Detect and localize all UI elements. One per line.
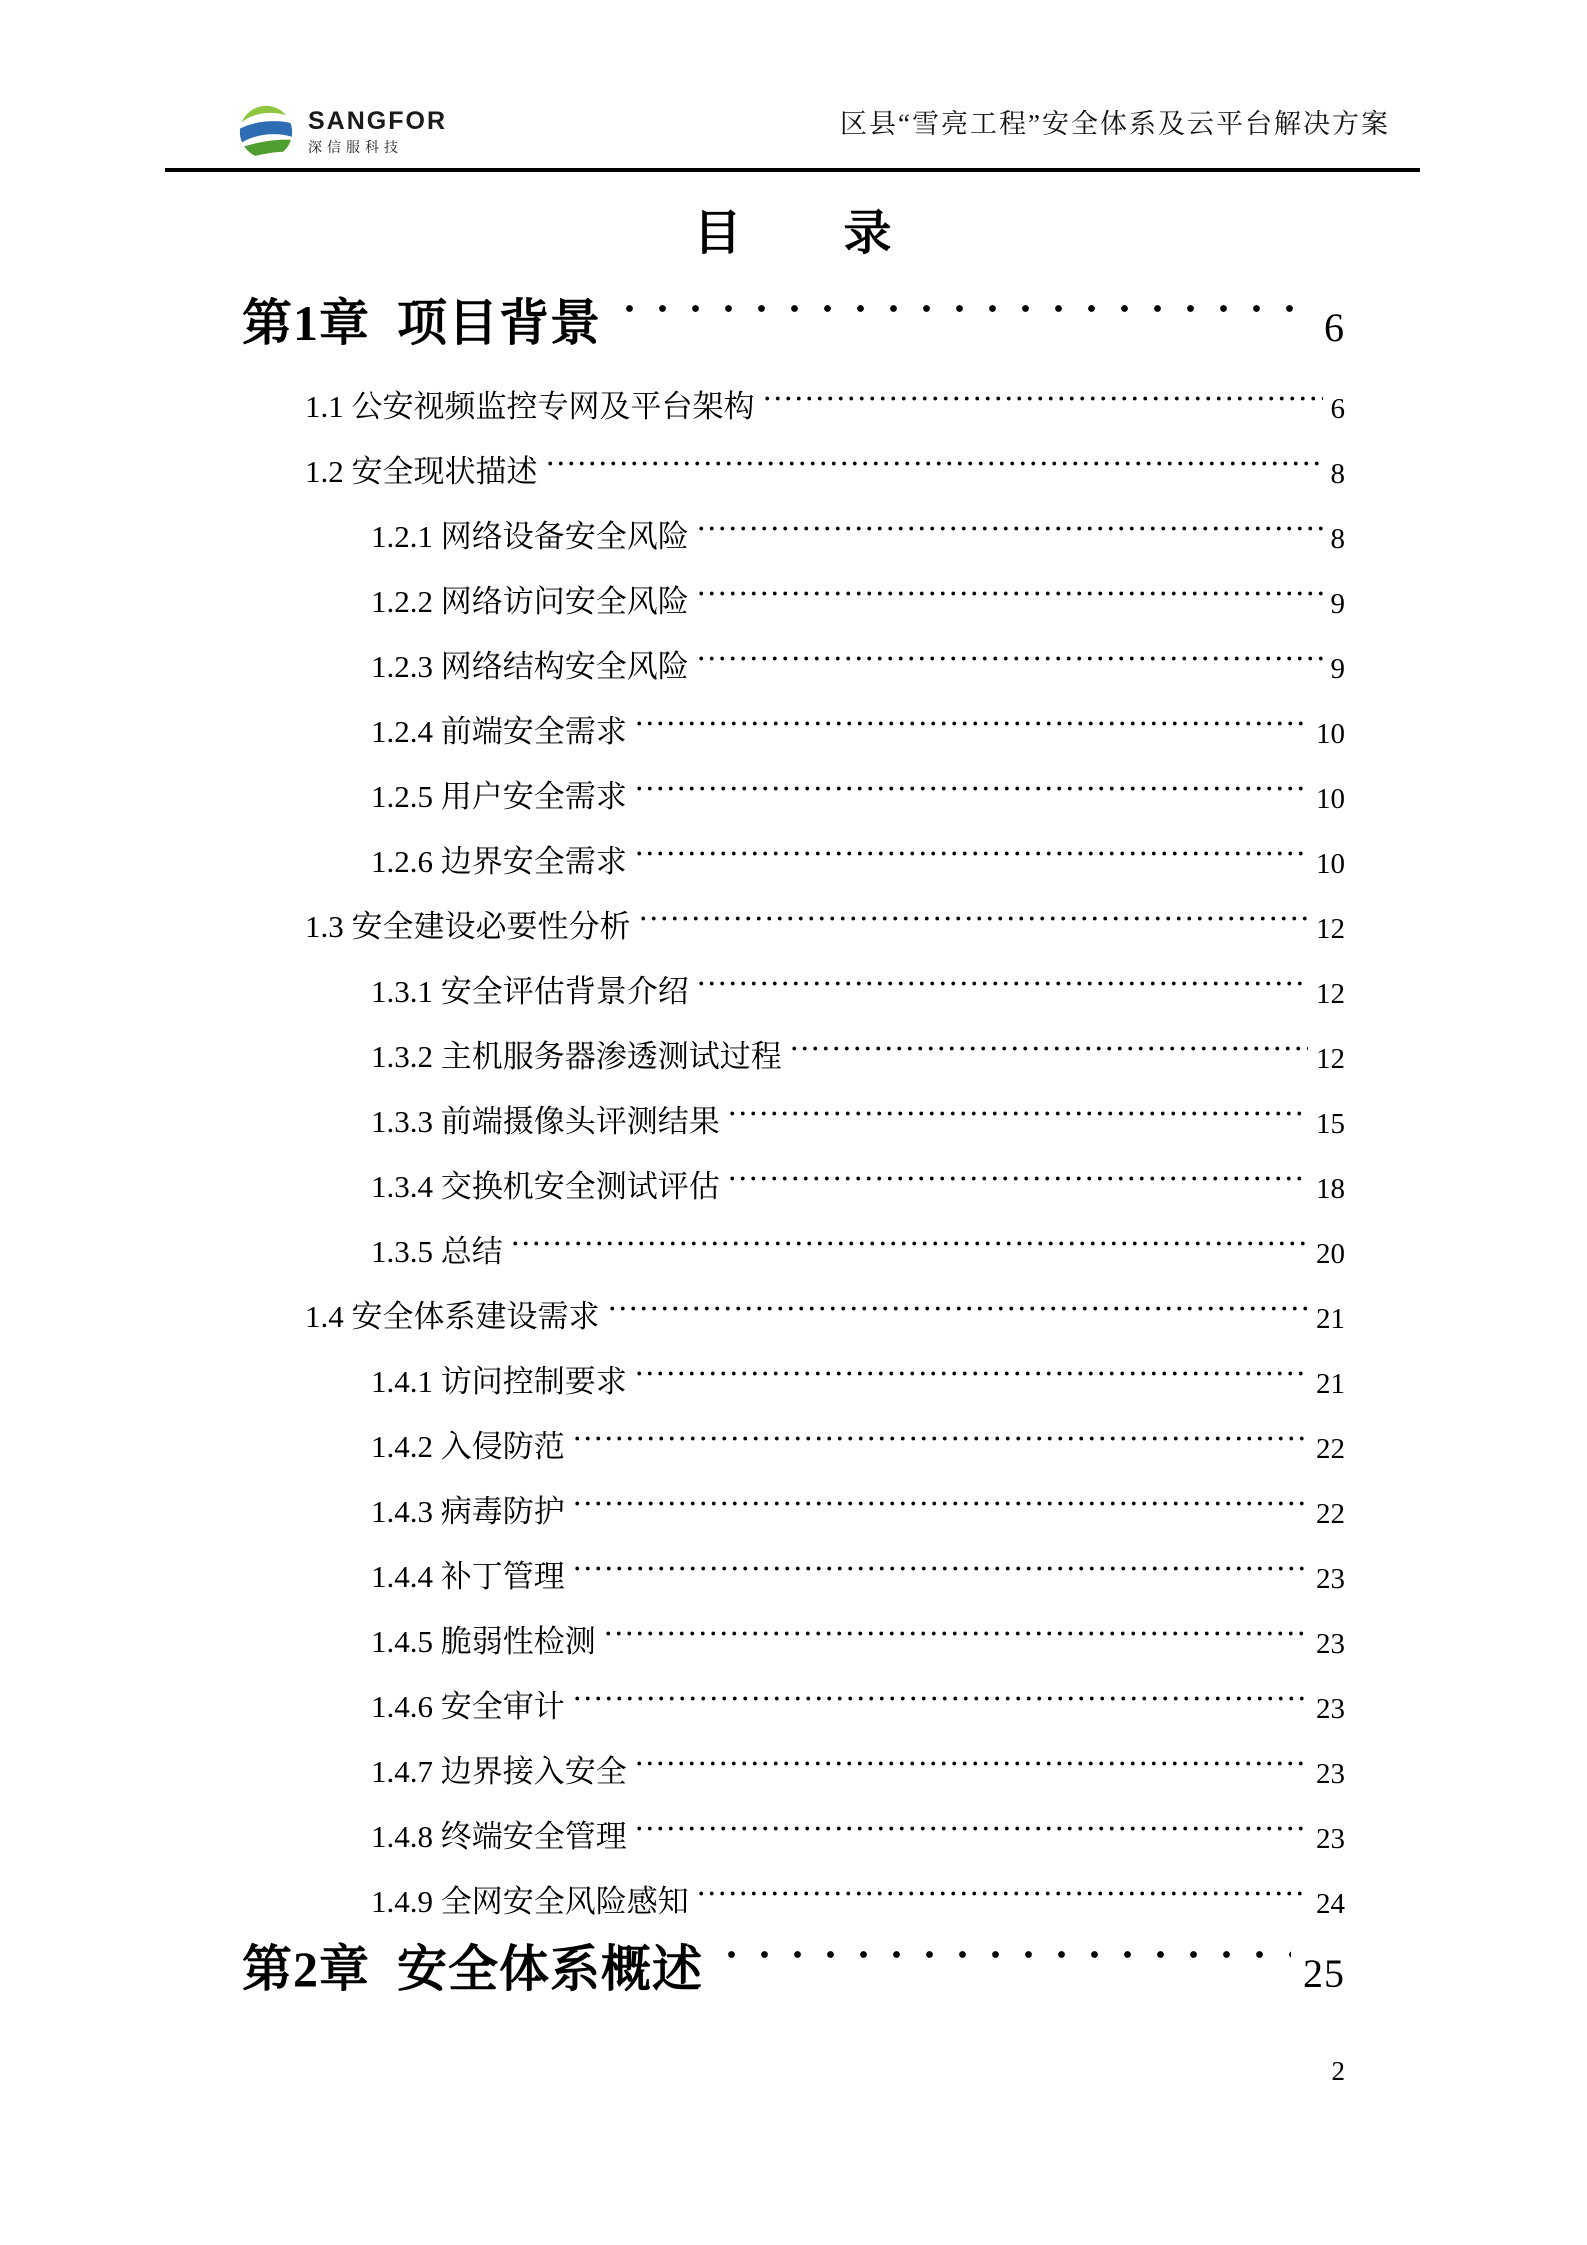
toc-page-number: 6 bbox=[1324, 305, 1345, 350]
toc-page-number: 21 bbox=[1316, 1367, 1345, 1400]
brand-name-chinese: 深信服科技 bbox=[308, 138, 403, 155]
toc-page-number: 8 bbox=[1330, 457, 1345, 490]
dot-leader bbox=[634, 1370, 1308, 1377]
toc-entry-label: 1.2 安全现状描述 bbox=[305, 454, 538, 490]
dot-leader bbox=[607, 1305, 1309, 1312]
toc-page-number: 23 bbox=[1316, 1692, 1345, 1725]
toc-entry[interactable] bbox=[242, 1286, 1345, 1351]
toc-page-number: 10 bbox=[1316, 847, 1345, 880]
toc-entry-label: 1.3.4 交换机安全测试评估 bbox=[371, 1169, 720, 1205]
dot-leader bbox=[727, 1175, 1308, 1182]
footer-page-number: 2 bbox=[1331, 2056, 1345, 2086]
toc-entry[interactable] bbox=[242, 506, 1345, 571]
toc-page-number: 25 bbox=[1303, 1951, 1345, 1996]
toc-entry-label: 1.3.5 总结 bbox=[371, 1234, 503, 1270]
toc-entry-label: 1.4.2 入侵防范 bbox=[371, 1429, 565, 1465]
dot-leader bbox=[572, 1500, 1308, 1507]
toc-entry[interactable] bbox=[242, 1416, 1345, 1481]
toc-entry-label: 第1章 项目背景 bbox=[242, 294, 601, 351]
toc-page-number: 20 bbox=[1316, 1237, 1345, 1270]
toc-page-number: 23 bbox=[1316, 1822, 1345, 1855]
toc-entry[interactable] bbox=[242, 1806, 1345, 1871]
dot-leader bbox=[603, 1630, 1308, 1637]
toc-entry[interactable] bbox=[242, 1156, 1345, 1221]
toc-page-number: 12 bbox=[1316, 1042, 1345, 1075]
toc-entry-label: 1.4.4 补丁管理 bbox=[371, 1559, 565, 1595]
toc-entry[interactable] bbox=[242, 441, 1345, 506]
toc-entry-label: 1.4 安全体系建设需求 bbox=[305, 1299, 600, 1335]
toc-entry[interactable] bbox=[242, 1351, 1345, 1416]
toc-page-number: 21 bbox=[1316, 1302, 1345, 1335]
toc-page-number: 12 bbox=[1316, 977, 1345, 1010]
toc-entry[interactable] bbox=[242, 1221, 1345, 1286]
toc-entry[interactable] bbox=[242, 1026, 1345, 1091]
toc-entry[interactable] bbox=[242, 1871, 1345, 1936]
toc-entry[interactable] bbox=[242, 1741, 1345, 1806]
dot-leader bbox=[634, 850, 1308, 857]
toc-entry-label: 1.4.7 边界接入安全 bbox=[371, 1754, 627, 1790]
toc-entry-label: 1.2.2 网络访问安全风险 bbox=[371, 584, 689, 620]
toc-entry-label: 1.3.2 主机服务器渗透测试过程 bbox=[371, 1039, 782, 1075]
dot-leader bbox=[696, 1890, 1308, 1897]
toc-entry[interactable] bbox=[242, 1481, 1345, 1546]
toc-page-number: 12 bbox=[1316, 912, 1345, 945]
toc-entry-label: 第2章 安全体系概述 bbox=[242, 1940, 703, 1997]
toc-entry[interactable] bbox=[242, 571, 1345, 636]
toc-page-number: 10 bbox=[1316, 782, 1345, 815]
toc-entry-label: 1.4.5 脆弱性检测 bbox=[371, 1624, 596, 1660]
toc-entry[interactable] bbox=[242, 376, 1345, 441]
toc-page-number: 18 bbox=[1316, 1172, 1345, 1205]
header-document-title: 区县“雪亮工程”安全体系及云平台解决方案 bbox=[840, 109, 1390, 139]
brand-name: SANGFOR bbox=[308, 107, 447, 136]
toc-page-number: 23 bbox=[1316, 1757, 1345, 1790]
toc-entry-label: 1.2.3 网络结构安全风险 bbox=[371, 649, 689, 685]
dot-leader bbox=[634, 720, 1308, 727]
toc-entry[interactable] bbox=[242, 290, 1345, 376]
dot-leader bbox=[696, 590, 1323, 597]
dot-leader bbox=[634, 785, 1308, 792]
toc-entry[interactable] bbox=[242, 1611, 1345, 1676]
dot-leader bbox=[638, 915, 1309, 922]
toc-page-number: 22 bbox=[1316, 1497, 1345, 1530]
dot-leader bbox=[727, 1110, 1308, 1117]
toc-title: 目 录 bbox=[693, 207, 894, 260]
toc-entry[interactable] bbox=[242, 896, 1345, 961]
toc-entry-label: 1.2.1 网络设备安全风险 bbox=[371, 519, 689, 555]
toc-entry-label: 1.2.4 前端安全需求 bbox=[371, 714, 627, 750]
toc-page-number: 22 bbox=[1316, 1432, 1345, 1465]
dot-leader bbox=[789, 1045, 1308, 1052]
toc-entry[interactable] bbox=[242, 636, 1345, 701]
toc-entry-label: 1.3.1 安全评估背景介绍 bbox=[371, 974, 689, 1010]
toc-entry[interactable] bbox=[242, 766, 1345, 831]
toc-page-number: 24 bbox=[1316, 1887, 1345, 1920]
toc-entry-label: 1.4.8 终端安全管理 bbox=[371, 1819, 627, 1855]
toc-page-number: 9 bbox=[1330, 587, 1345, 620]
dot-leader bbox=[572, 1435, 1308, 1442]
toc-page-number: 6 bbox=[1330, 392, 1345, 425]
toc-entry-label: 1.4.6 安全审计 bbox=[371, 1689, 565, 1725]
dot-leader bbox=[696, 655, 1323, 662]
toc-page-number: 23 bbox=[1316, 1562, 1345, 1595]
toc-entry-label: 1.3.3 前端摄像头评测结果 bbox=[371, 1104, 720, 1140]
toc-entry[interactable] bbox=[242, 1936, 1345, 2022]
toc-page-number: 10 bbox=[1316, 717, 1345, 750]
toc-page-number: 15 bbox=[1316, 1107, 1345, 1140]
dot-leader bbox=[634, 1825, 1308, 1832]
dot-leader bbox=[634, 1760, 1308, 1767]
toc-entry-label: 1.1 公安视频监控专网及平台架构 bbox=[305, 389, 755, 425]
toc-entry-label: 1.3 安全建设必要性分析 bbox=[305, 909, 631, 945]
toc-entry[interactable] bbox=[242, 701, 1345, 766]
toc-entry-label: 1.2.5 用户安全需求 bbox=[371, 779, 627, 815]
toc-page-number: 23 bbox=[1316, 1627, 1345, 1660]
toc-page-number: 9 bbox=[1330, 652, 1345, 685]
toc-page-number: 8 bbox=[1330, 522, 1345, 555]
toc-entry-label: 1.2.6 边界安全需求 bbox=[371, 844, 627, 880]
toc-entry-label: 1.4.3 病毒防护 bbox=[371, 1494, 565, 1530]
toc-entry[interactable] bbox=[242, 1676, 1345, 1741]
toc-entry[interactable] bbox=[242, 961, 1345, 1026]
toc-entry-label: 1.4.9 全网安全风险感知 bbox=[371, 1884, 689, 1920]
toc-entry[interactable] bbox=[242, 831, 1345, 896]
dot-leader bbox=[762, 395, 1323, 402]
dot-leader bbox=[572, 1695, 1308, 1702]
toc-entry-label: 1.4.1 访问控制要求 bbox=[371, 1364, 627, 1400]
toc-entry[interactable] bbox=[242, 1091, 1345, 1156]
toc-list bbox=[242, 290, 1345, 2022]
dot-leader bbox=[545, 460, 1323, 467]
toc-entry[interactable] bbox=[242, 1546, 1345, 1611]
dot-leader bbox=[696, 525, 1323, 532]
dot-leader bbox=[715, 1950, 1291, 1959]
header-rule bbox=[165, 168, 1420, 172]
dot-leader bbox=[572, 1565, 1308, 1572]
dot-leader bbox=[696, 980, 1308, 987]
dot-leader bbox=[613, 304, 1312, 313]
dot-leader bbox=[510, 1240, 1308, 1247]
